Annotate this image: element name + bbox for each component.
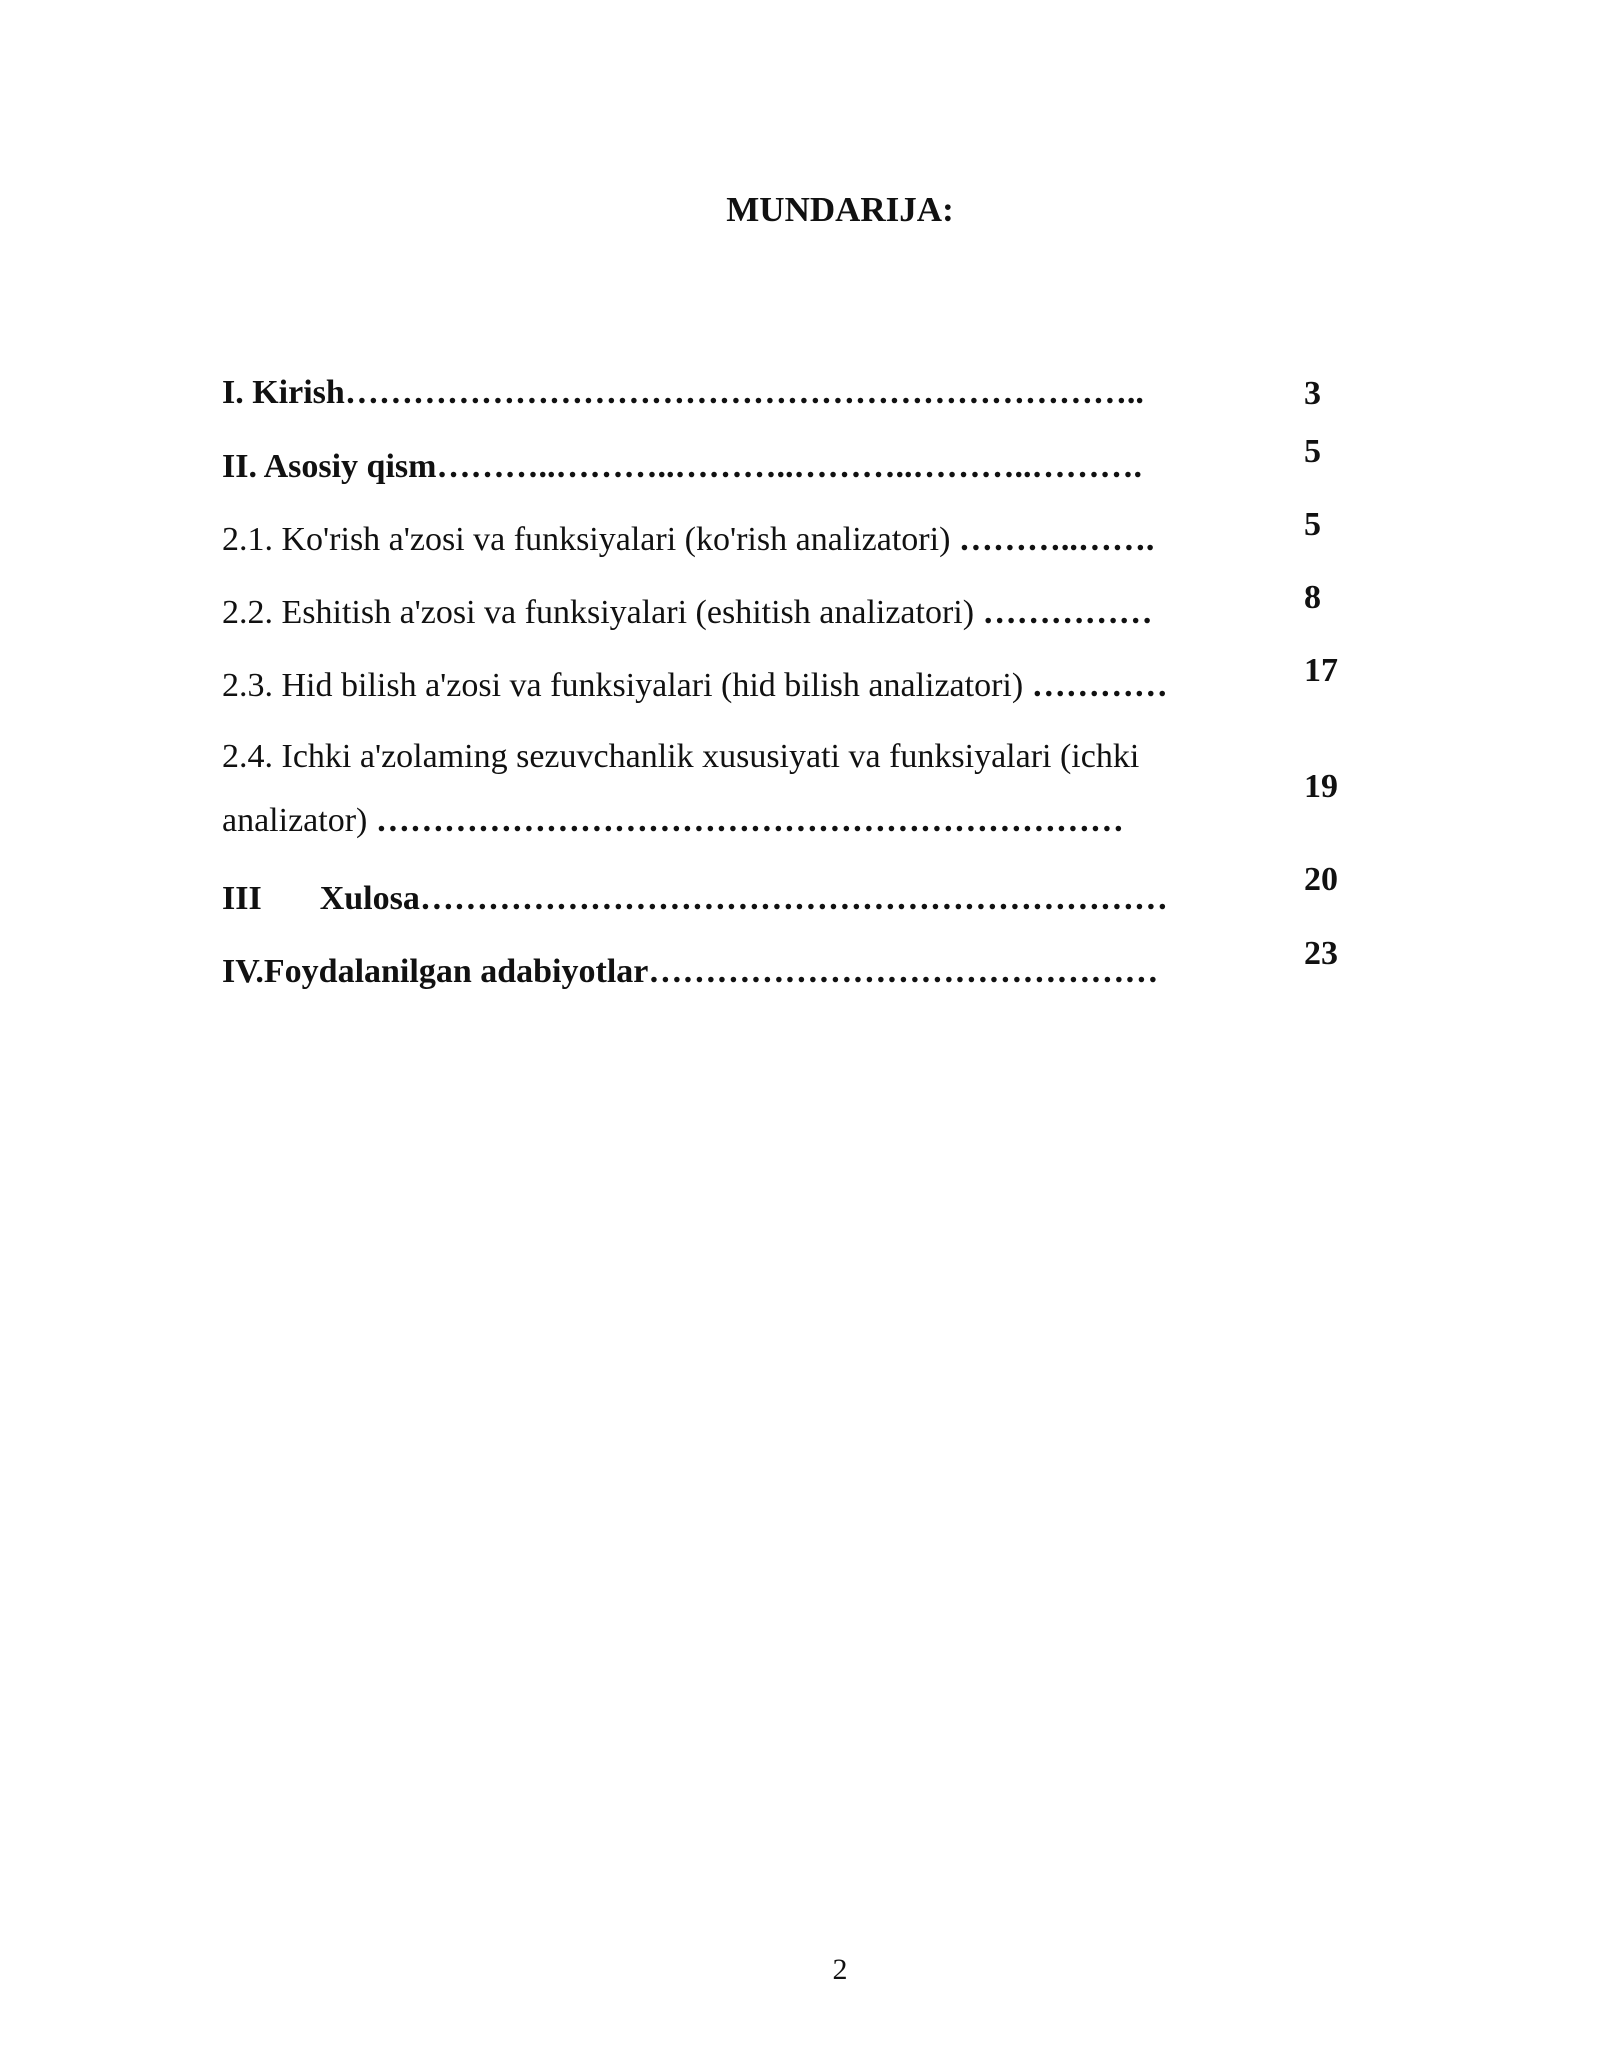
toc-page-number: 20 — [1304, 861, 1338, 898]
toc-leader-dots: …………… — [982, 594, 1153, 631]
toc-entry-label-line2: analizator) — [222, 802, 376, 839]
toc-entry-label-line1: 2.4. Ichki a'zolaming sezuvchanlik xususiyati va funksiyalari (ichki — [222, 738, 1140, 775]
toc-page-number: 5 — [1304, 433, 1321, 470]
toc-page-number: 17 — [1304, 652, 1338, 689]
toc-entry-label: 2.3. Hid bilish a'zosi va funksiyalari (hid bilish analizatori) — [222, 667, 1032, 704]
toc-entry-2-2 — [222, 582, 1262, 644]
toc-entry-label: Xulosa — [319, 880, 420, 917]
footer-page-number: 2 — [832, 1953, 848, 1986]
toc-entry-label: 2.2. Eshitish a'zosi va funksiyalari (eshitish analizatori) — [222, 594, 983, 631]
toc-leader-dots: ………………………………………………………… — [419, 880, 1168, 917]
toc-page-number: 19 — [1304, 768, 1338, 805]
toc-entry-2-4 — [222, 725, 1262, 853]
toc-leader-dots: …………………………………………………………….. — [344, 374, 1144, 411]
toc-leader-dots: ………… — [1031, 667, 1168, 704]
toc-entry-kirish — [222, 362, 1262, 424]
toc-leader-dots: ………..………..………..………..………..………. — [436, 448, 1142, 485]
toc-entry-2-3 — [222, 655, 1262, 717]
toc-entry-adabiyotlar — [222, 941, 1262, 1003]
toc-leader-dots: ………………………………………………………… — [375, 802, 1124, 839]
toc-page-number: 23 — [1304, 935, 1338, 972]
toc-entry-label: IV.Foydalanilgan adabiyotlar — [222, 953, 649, 990]
toc-entry-label: 2.1. Ko'rish a'zosi va funksiyalari (ko'rish analizatori) — [222, 521, 959, 558]
toc-page-number: 5 — [1304, 506, 1321, 543]
toc-leader-dots: ………..……. — [958, 521, 1155, 558]
toc-leader-dots: ……………………………………… — [648, 953, 1159, 990]
toc-entry-label: II. Asosiy qism — [222, 448, 437, 485]
toc-page-number: 8 — [1304, 579, 1321, 616]
toc-page-number: 3 — [1304, 375, 1321, 412]
toc-entry-2-1 — [222, 509, 1262, 571]
page-title: MUNDARIJA: — [726, 190, 954, 229]
toc-entry-label-roman: III — [222, 880, 262, 917]
toc-entry-xulosa — [222, 868, 1262, 930]
toc-entry-asosiy-qism — [222, 436, 1262, 498]
toc-entry-label: I. Kirish — [222, 374, 345, 411]
